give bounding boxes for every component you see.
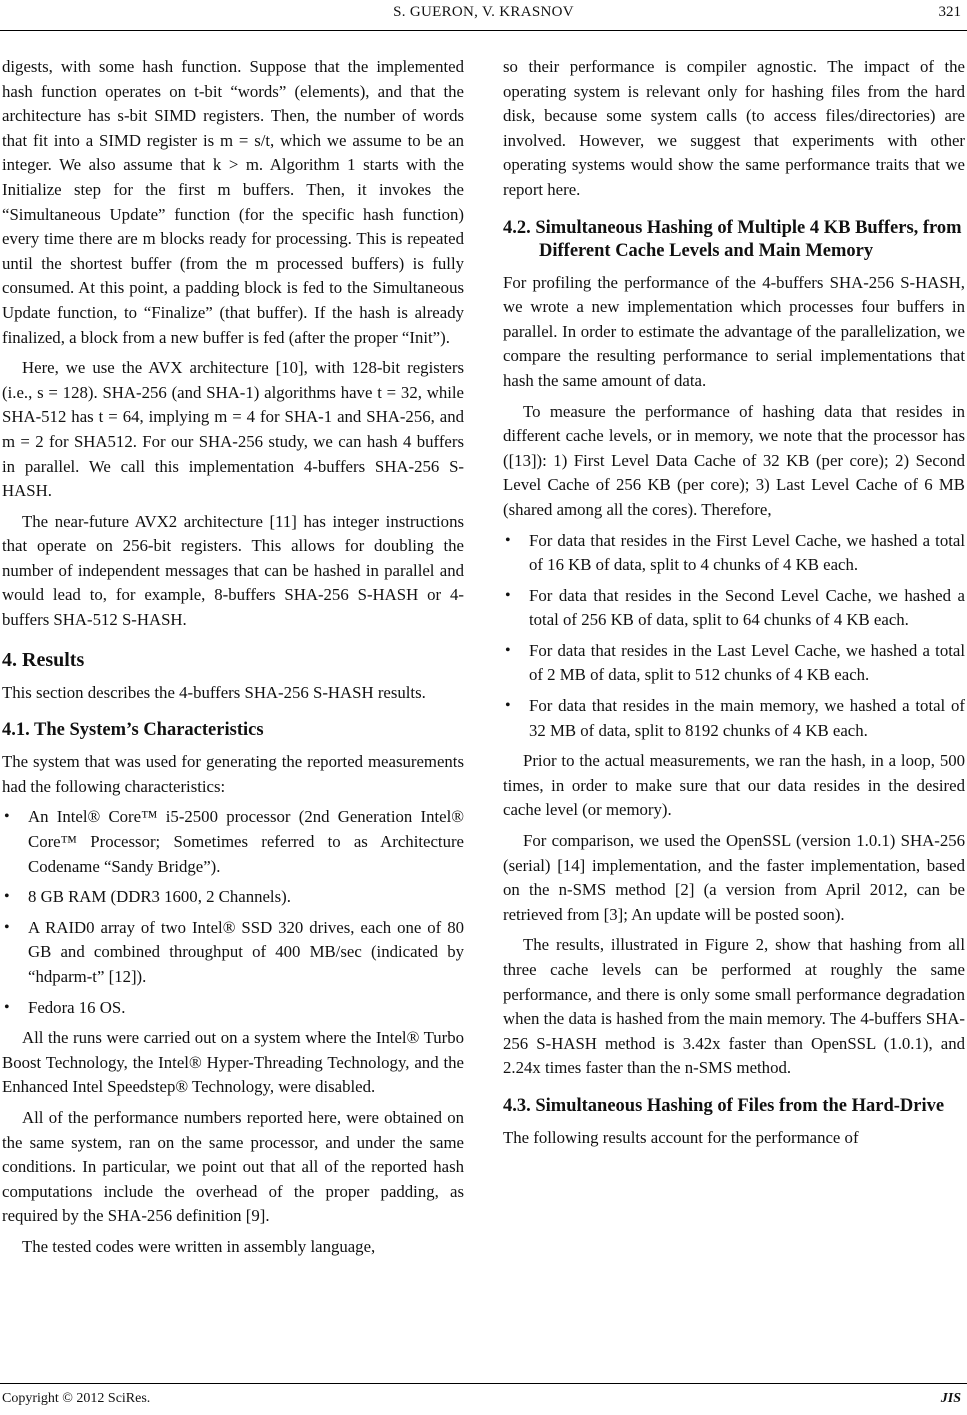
subsection-heading-4-1: 4.1. The System’s Characteristics bbox=[2, 720, 264, 741]
running-title: S. GUERON, V. KRASNOV bbox=[393, 4, 574, 20]
subsection-heading-4-3: 4.3. Simultaneous Hashing of Files from the Hard-Drive bbox=[503, 1095, 945, 1116]
paragraph: All of the performance numbers reported here, were obtained on the same system, ran on the same processor, and under the same conditions. In particular, we point out that all of the reported hash computations include the overhead of the proper padding, as required by the SHA-256 definition [9]. bbox=[2, 1107, 464, 1226]
list-item: • For data that resides in the main memory, we hashed a total of 32 MB of data, split to 8192 chunks of 4 KB each. bbox=[503, 694, 965, 743]
subsection-heading-4-2: 4.2. Simultaneous Hashing of Multiple 4 KB Buffers, from Different Cache Levels and Main Memory bbox=[503, 217, 962, 261]
characteristics-list bbox=[2, 805, 464, 1020]
paragraph: For comparison, we used the OpenSSL (version 1.0.1) SHA-256 (serial) [14] implementation, and the faster implementation, based on the n-SMS method [2] (a version from April 2012, can be retrieved from [3]; An update will be posted soon). bbox=[503, 831, 965, 924]
paragraph: The near-future AVX2 architecture [11] has integer instructions that operate on 256-bit registers. This allows for doubling the number of independent messages that can be hashed in parallel and would lead to, for example, 8-buffers SHA-256 S-HASH or 4-buffers SHA-512 S-HASH. bbox=[2, 511, 464, 630]
paragraph: The following results account for the performance of bbox=[503, 1127, 859, 1147]
paragraph: digests, with some hash function. Suppose that the implemented hash function operates on t-bit “words” (elements), and that the architecture has s-bit SIMD registers. Then, the number of words that fit into a SIMD register is m = s/t, which we assume to be an integer. We also assume that k > m. Algorithm 1 starts with the Initialize step for the first m buffers. Then, it invokes the “Simultaneous Update” function (for the specific hash function) every time there are m blocks ready for processing. This is repeated until the shortest buffer (from the m processed buffers) is fully consumed. At this point, a padding block is fed to the Simultaneous Update function, to “Finalize” (that buffer). If the hash is already finalized, a block from a new buffer is fed (after the proper “Init”). bbox=[2, 57, 464, 347]
paragraph: Here, we use the AVX architecture [10], with 128-bit registers (i.e., s = 128). SHA-256 (and SHA-1) algorithms have t = 32, while SHA-512 has t = 64, implying m = 4 for SHA-1 and SHA-256, and m = 2 for SHA512. For our SHA-256 study, we can hash 4 buffers in parallel. We call this implementation 4-buffers SHA-256 S-HASH. bbox=[2, 358, 464, 501]
list-item: • For data that resides in the Second Level Cache, we hashed a total of 256 KB of data, split to 64 chunks of 4 KB each. bbox=[503, 584, 965, 633]
page-header bbox=[0, 0, 967, 40]
page-number: 321 bbox=[938, 4, 961, 20]
paragraph: For profiling the performance of the 4-buffers SHA-256 S-HASH, we wrote a new implementation which processes four buffers in parallel. In order to estimate the advantage of the parallelization, we compare the resulting performance to serial implementations that hash the same amount of data. bbox=[503, 272, 965, 390]
paragraph: The system that was used for generating the reported measurements had the following characteristics: bbox=[2, 752, 464, 796]
page-footer bbox=[0, 1383, 967, 1413]
paragraph: This section describes the 4-buffers SHA-256 S-HASH results. bbox=[2, 682, 426, 702]
paragraph: All the runs were carried out on a system where the Intel® Turbo Boost Technology, the Intel® Hyper-Threading Technology, and the Enhanced Intel Speedstep® Technology, were disabled. bbox=[2, 1028, 464, 1097]
list-item: • For data that resides in the First Level Cache, we hashed a total of 16 KB of data, split to 4 chunks of 4 KB each. bbox=[503, 529, 965, 578]
cache-levels-list bbox=[503, 529, 965, 744]
list-item: • Fedora 16 OS. bbox=[2, 996, 464, 1021]
footer-rule bbox=[0, 1383, 967, 1384]
list-item: • An Intel® Core™ i5-2500 processor (2nd Generation Intel® Core™ Processor; Sometimes referred to as Architecture Codename “Sandy Bridge”). bbox=[2, 805, 464, 879]
paragraph: The tested codes were written in assembly language, bbox=[22, 1236, 376, 1256]
paragraph: Prior to the actual measurements, we ran the hash, in a loop, 500 times, in order to make sure that our data resides in the desired cache level (or memory). bbox=[503, 751, 965, 820]
list-item: • 8 GB RAM (DDR3 1600, 2 Channels). bbox=[2, 885, 464, 910]
left-column bbox=[2, 55, 464, 1260]
section-heading-results: 4. Results bbox=[2, 648, 85, 671]
list-item: • A RAID0 array of two Intel® SSD 320 drives, each one of 80 GB and combined throughput of 400 MB/sec (indicated by “hdparm-t” [12]). bbox=[2, 916, 464, 990]
list-item: • For data that resides in the Last Level Cache, we hashed a total of 2 MB of data, split to 512 chunks of 4 KB each. bbox=[503, 639, 965, 688]
header-rule bbox=[0, 30, 967, 31]
paragraph: To measure the performance of hashing data that resides in different cache levels, or in memory, we note that the processor has ([13]): 1) First Level Data Cache of 32 KB (per core); 2) Second Level Cache of 256 KB (per core); 3) Last Level Cache of 6 MB (shared among all the cores). Therefore, bbox=[503, 401, 965, 519]
paragraph: so their performance is compiler agnostic. The impact of the operating system is relevant only for hashing files from the hard disk, because some system calls (to access files/directories) are involved. However, we suggest that experiments with other operating systems would show the same performance traits that we report here. bbox=[503, 57, 965, 199]
right-column bbox=[503, 55, 965, 1151]
copyright-notice: Copyright © 2012 SciRes. bbox=[2, 1391, 151, 1406]
journal-abbreviation: JIS bbox=[940, 1391, 961, 1406]
paragraph: The results, illustrated in Figure 2, show that hashing from all three cache levels can be performed at roughly the same performance, and there is only some small performance degradation when the data is hashed from the main memory. The 4-buffers SHA-256 S-HASH method is 3.42x faster than OpenSSL (1.0.1), and 2.24x times faster than the n-SMS method. bbox=[503, 935, 965, 1078]
